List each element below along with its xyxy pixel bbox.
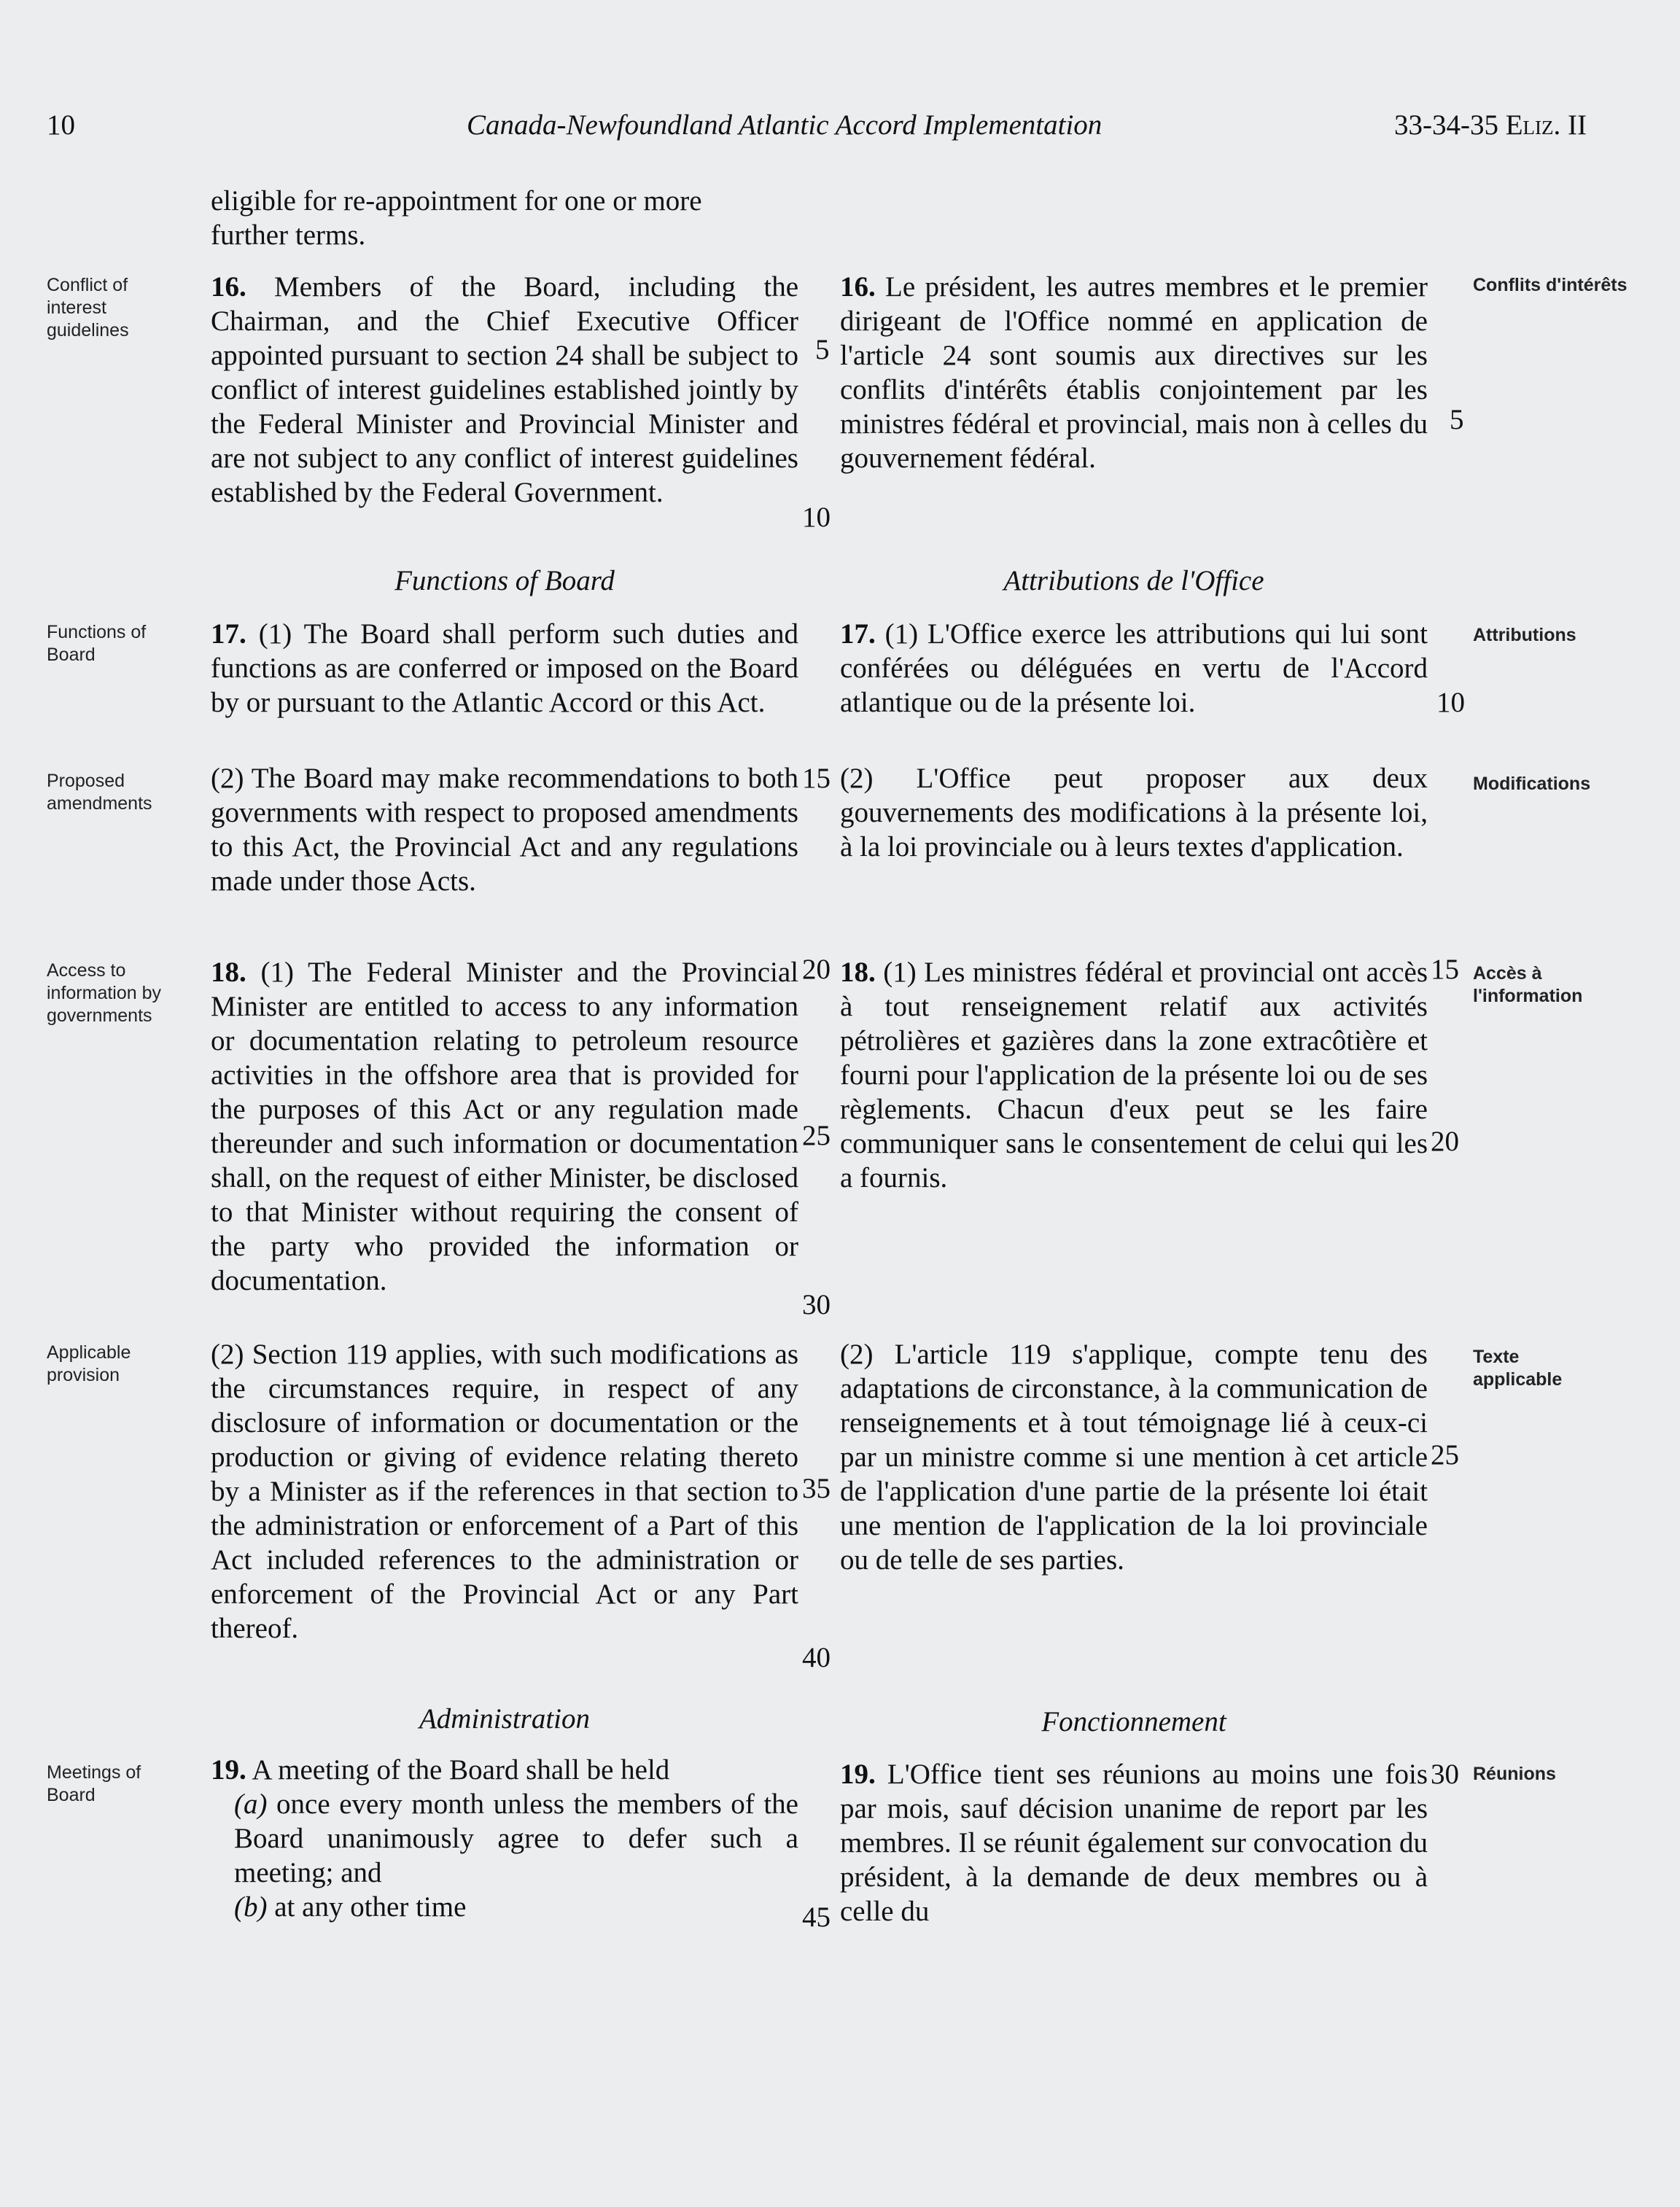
- paragraph-label: (b): [234, 1891, 268, 1923]
- continuation-line: further terms.: [211, 219, 366, 251]
- english-continuation: [211, 184, 798, 252]
- line-number: 25: [1431, 1439, 1459, 1471]
- paragraph-label: (a): [234, 1788, 268, 1820]
- section-text: (1) The Federal Minister and the Provincial Minister are entitled to access to any information or documentation relating to petroleum resource activities in the offshore area that is provided for the purposes of this Act or any regulation made thereunder and such information or documentation shall, on the request of either Minister, be disclosed to that Minister without requiring the consent of the party who provided the information or documentation.: [211, 957, 798, 1296]
- section-text: (1) Les ministres fédéral et provincial ont accès à tout renseignement relatif aux activités pétrolières et gazières dans la zone extracôtière et fourni pour l'application de la présente loi ou de ses règlements. Chacun d'eux peut se les faire communiquer sans le consentement de celui qui les a fournis.: [840, 957, 1428, 1194]
- line-number: 15: [802, 763, 831, 794]
- line-number: 10: [1436, 687, 1465, 718]
- margin-note-en-18-1: Access to information by governments: [47, 960, 162, 1026]
- regnal-year: [1394, 108, 1587, 143]
- section-text: (2) The Board may make recommendations to both governments with respect to proposed amendments to this Act, the Provincial Act and any regulations made under those Acts.: [211, 763, 798, 897]
- section-17-2-en: [211, 761, 798, 898]
- margin-note-fr-19: Réunions: [1473, 1764, 1556, 1784]
- margin-note-en-17-2: Proposed amendments: [47, 771, 152, 814]
- section-text: (2) Section 119 applies, with such modifications as the circumstances require, in respect of any disclosure of information or documentation or the production or giving of evidence relating thereto by a Minister as if the references in that section to the administration or enforcement of a Part of this Act included references to the administration or enforcement of the Provincial Act or any Part thereof.: [211, 1339, 798, 1644]
- section-number: 19.: [211, 1754, 246, 1786]
- paragraph-text: once every month unless the members of the Board unanimously agree to defer such a meeting; and: [234, 1788, 798, 1888]
- line-number: 25: [802, 1120, 831, 1151]
- regnal-year-name: Eliz. II: [1505, 109, 1587, 141]
- section-18-2-en: [211, 1337, 798, 1646]
- section-18-1-en: [211, 955, 798, 1298]
- margin-note-en-19: Meetings of Board: [47, 1762, 141, 1805]
- section-19-fr: [840, 1757, 1428, 1928]
- continuation-line: eligible for re-appointment for one or more: [211, 185, 702, 217]
- heading-administration: Administration: [419, 1703, 591, 1735]
- section-number: 17.: [211, 618, 246, 650]
- margin-note-fr-17-1: Attributions: [1473, 625, 1576, 645]
- heading-fonctionnement: Fonctionnement: [1041, 1706, 1226, 1737]
- section-number: 16.: [211, 271, 246, 303]
- section-17-1-en: [211, 617, 798, 720]
- section-number: 17.: [840, 618, 876, 650]
- line-number: 30: [1431, 1759, 1459, 1790]
- line-number: 20: [802, 954, 831, 985]
- margin-note-en-18-2: Applicable provision: [47, 1342, 131, 1385]
- section-text: L'Office tient ses réunions au moins une fois par mois, sauf décision unanime de report par les membres. Il se réunit également sur convocation du président, à la demande de deux membres ou à celle du: [840, 1759, 1428, 1927]
- section-text: Le président, les autres membres et le premier dirigeant de l'Office nommé en application de l'article 24 sont soumis aux directives sur les conflits d'intérêts établis conjointement par les ministres fédéral et provincial, mais non à celles du gouvernement fédéral.: [840, 271, 1428, 474]
- margin-note-en-17-1: Functions of Board: [47, 622, 147, 665]
- running-title: Canada-Newfoundland Atlantic Accord Implementation: [467, 109, 1102, 141]
- margin-note-fr-18-2: Texte applicable: [1473, 1347, 1563, 1390]
- line-number: 40: [802, 1642, 831, 1673]
- margin-note-fr-18-1: Accès à l'information: [1473, 963, 1583, 1006]
- section-16-fr: [840, 270, 1428, 475]
- line-number: 35: [802, 1473, 831, 1504]
- section-text: (1) L'Office exerce les attributions qui lui sont conférées ou déléguées en vertu de l'Accord atlantique ou de la présente loi.: [840, 618, 1428, 718]
- paragraph-text: at any other time: [267, 1891, 467, 1923]
- margin-note-fr-17-2: Modifications: [1473, 774, 1591, 794]
- line-number: 5: [1450, 404, 1464, 435]
- section-text: A meeting of the Board shall be held: [246, 1754, 670, 1786]
- section-17-1-fr: [840, 617, 1428, 720]
- section-number: 16.: [840, 271, 876, 303]
- page-number: 10: [47, 109, 75, 141]
- margin-note-en-16: Conflict of interest guidelines: [47, 275, 129, 340]
- regnal-year-number: 33-34-35: [1394, 109, 1506, 141]
- line-number: 10: [802, 502, 831, 533]
- section-text: (2) L'Office peut proposer aux deux gouvernements des modifications à la présente loi, à la loi provinciale ou à leurs textes d'application.: [840, 763, 1428, 863]
- section-18-1-fr: [840, 955, 1428, 1195]
- section-text: Members of the Board, including the Chairman, and the Chief Executive Officer appointed pursuant to section 24 shall be subject to conflict of interest guidelines established jointly by the Federal Minister and Provincial Minister and are not subject to any conflict of interest guidelines established by the Federal Government.: [211, 271, 798, 508]
- section-17-2-fr: [840, 761, 1428, 864]
- section-16-en: [211, 270, 798, 510]
- section-text: (2) L'article 119 s'applique, compte tenu des adaptations de circonstance, à la communication de renseignements et à tout témoignage lié à ceux-ci par un ministre comme si une mention à cet article de l'application d'une partie de la présente loi était une mention de l'application de la loi provinciale ou de telle de ses parties.: [840, 1339, 1428, 1576]
- heading-attributions: Attributions de l'Office: [1003, 565, 1264, 596]
- line-number: 30: [802, 1289, 831, 1320]
- heading-functions-of-board: Functions of Board: [394, 565, 615, 596]
- section-text: (1) The Board shall perform such duties and functions as are conferred or imposed on the Board by or pursuant to the Atlantic Accord or this Act.: [211, 618, 798, 718]
- section-number: 18.: [211, 957, 246, 988]
- section-19-en: [211, 1753, 798, 1924]
- margin-note-fr-16: Conflits d'intérêts: [1473, 275, 1628, 295]
- line-number: 45: [802, 1902, 831, 1933]
- line-number: 15: [1431, 954, 1459, 985]
- line-number: 20: [1431, 1126, 1459, 1157]
- section-number: 18.: [840, 957, 876, 988]
- line-number: 5: [815, 334, 830, 365]
- section-number: 19.: [840, 1759, 876, 1790]
- section-18-2-fr: [840, 1337, 1428, 1577]
